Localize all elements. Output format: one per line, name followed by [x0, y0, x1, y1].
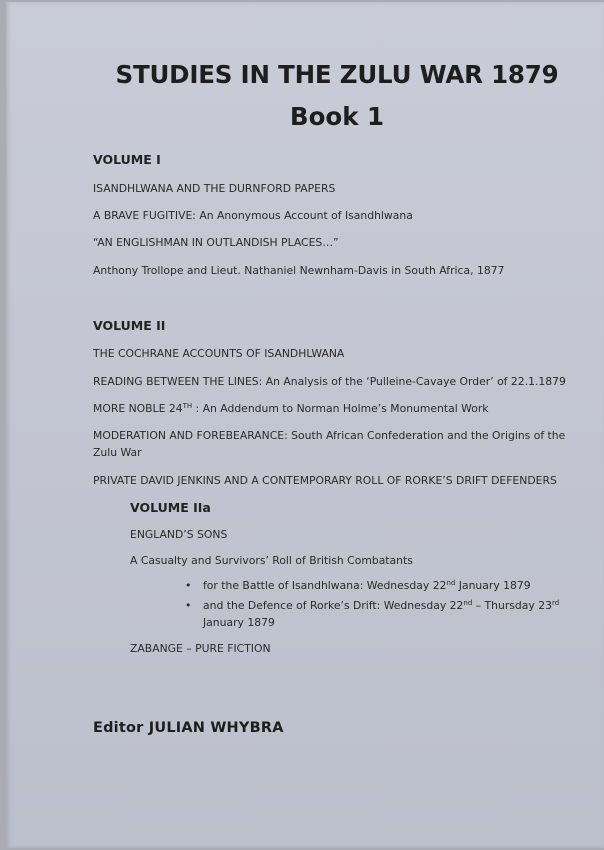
- list-item: Anthony Trollope and Lieut. Nathaniel Newnham-Davis in South Africa, 1877: [93, 264, 505, 277]
- list-item: ISANDHLWANA AND THE DURNFORD PAPERS: [93, 182, 336, 195]
- volume-2-heading: VOLUME II: [93, 318, 166, 333]
- item-text: – Thursday 23: [472, 599, 552, 612]
- book-back-cover: [6, 2, 604, 848]
- editor-credit: Editor JULIAN WHYBRA: [93, 720, 284, 736]
- list-item: PRIVATE DAVID JENKINS AND A CONTEMPORARY ROLL OF RORKE’S DRIFT DEFENDERS: [93, 474, 557, 487]
- ordinal-superscript: nd: [463, 599, 473, 607]
- item-text: MORE NOBLE 24: [93, 402, 183, 415]
- page-title: STUDIES IN THE ZULU WAR 1879: [115, 60, 559, 89]
- list-item: A BRAVE FUGITIVE: An Anonymous Account of Isandhlwana: [93, 209, 413, 222]
- bullet-icon: •: [185, 579, 192, 592]
- volume-1-heading: VOLUME I: [93, 152, 161, 167]
- bullet-icon: •: [185, 599, 192, 612]
- item-text: for the Battle of Isandhlwana: Wednesday 22: [203, 579, 447, 592]
- list-item: ENGLAND’S SONS: [130, 528, 228, 541]
- item-text: : An Addendum to Norman Holme’s Monumental Work: [192, 402, 489, 415]
- page-subtitle: Book 1: [289, 102, 385, 131]
- list-item: ZABANGE – PURE FICTION: [130, 642, 271, 655]
- list-item: “AN ENGLISHMAN IN OUTLANDISH PLACES…”: [93, 236, 339, 249]
- ordinal-superscript: rd: [551, 599, 560, 607]
- item-text: and the Defence of Rorke’s Drift: Wednesday 22: [203, 599, 464, 612]
- list-item-continuation: Zulu War: [93, 446, 142, 459]
- list-item: [93, 400, 489, 417]
- item-text: January 1879: [455, 579, 531, 592]
- bullet-item: [185, 577, 531, 594]
- bullet-item-continuation: January 1879: [203, 616, 275, 629]
- list-item: A Casualty and Survivors’ Roll of British Combatants: [130, 554, 413, 567]
- list-item: MODERATION AND FOREBEARANCE: South African Confederation and the Origins of the: [93, 429, 566, 442]
- ordinal-superscript: TH: [182, 402, 193, 410]
- bullet-item: [185, 597, 560, 614]
- volume-2a-heading: VOLUME IIa: [130, 500, 211, 515]
- ordinal-superscript: nd: [446, 579, 456, 587]
- list-item: THE COCHRANE ACCOUNTS OF ISANDHLWANA: [93, 347, 345, 360]
- list-item: READING BETWEEN THE LINES: An Analysis of the ‘Pulleine-Cavaye Order’ of 22.1.1879: [93, 375, 566, 388]
